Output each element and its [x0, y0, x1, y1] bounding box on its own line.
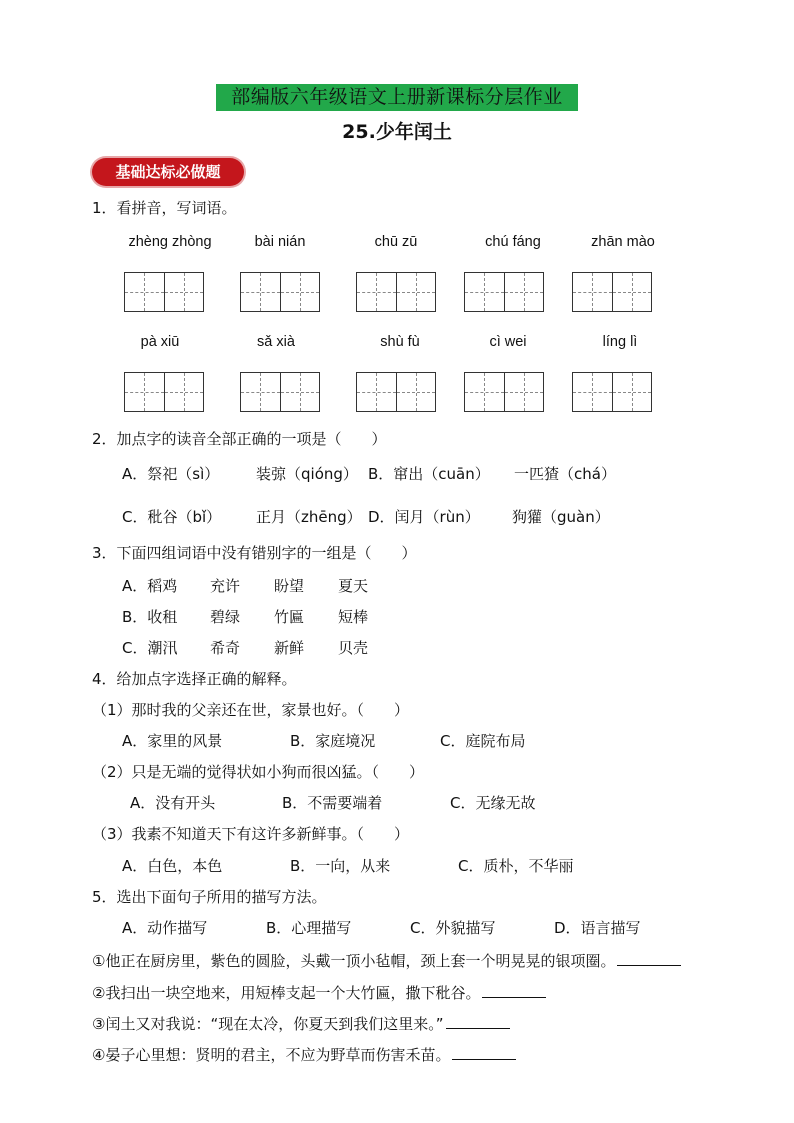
q4-sub1: （1）那时我的父亲还在世，家景也好。（ ）	[92, 701, 410, 719]
q3-word: 竹匾	[274, 608, 305, 626]
q4-sub2-option-a[interactable]: A．没有开头	[130, 794, 216, 812]
q2-option-c[interactable]: C．秕谷（bǐ）	[122, 508, 222, 526]
q3-word: 碧绿	[210, 608, 241, 626]
q5-stem: 5．选出下面句子所用的描写方法。	[92, 888, 327, 906]
q4-sub2: （2）只是无端的觉得状如小狗而很凶猛。（ ）	[92, 763, 425, 781]
sentence-text: ③闰土又对我说：“现在太冷，你夏天到我们这里来。”	[92, 1015, 444, 1033]
tianzige-box[interactable]	[356, 372, 436, 412]
q5-sentence	[92, 981, 546, 1003]
q3-option-c[interactable]: C．潮汛	[122, 639, 178, 657]
pinyin-label: zhān mào	[591, 234, 655, 250]
q4-stem: 4．给加点字选择正确的解释。	[92, 670, 297, 688]
pinyin-label: cì wei	[489, 334, 527, 350]
answer-blank[interactable]	[617, 949, 681, 966]
q5-sentence	[92, 949, 681, 971]
tianzige-box[interactable]	[124, 372, 204, 412]
pinyin-label: bài nián	[254, 234, 306, 250]
q3-word: 充许	[210, 577, 241, 595]
sentence-text: ②我扫出一块空地来，用短棒支起一个大竹匾，撒下秕谷。	[92, 984, 481, 1002]
q4-sub3-option-b[interactable]: B．一向，从来	[290, 857, 391, 875]
q4-sub1-option-a[interactable]: A．家里的风景	[122, 732, 223, 750]
q3-option-a[interactable]: A．稻鸡	[122, 577, 178, 595]
pinyin-label: zhèng zhòng	[128, 234, 212, 250]
q2-option-b[interactable]: B．窜出（cuān）	[368, 465, 490, 483]
q2-option-d-word: 狗獾（guàn）	[512, 508, 610, 526]
answer-blank[interactable]	[452, 1043, 516, 1060]
q3-word: 短棒	[338, 608, 369, 626]
lesson-title: 25.少年闰土	[342, 121, 452, 143]
q5-option-d: D．语言描写	[554, 919, 641, 937]
q2-option-b-word: 一匹猹（chá）	[514, 465, 616, 483]
q2-option-a-word: 装弶（qióng）	[256, 465, 358, 483]
q5-sentence	[92, 1012, 510, 1034]
q5-option-c: C．外貌描写	[410, 919, 496, 937]
q3-word: 夏天	[338, 577, 369, 595]
pinyin-label: chú fáng	[485, 234, 541, 250]
tianzige-box[interactable]	[356, 272, 436, 312]
tianzige-box[interactable]	[464, 272, 544, 312]
q4-sub1-option-b[interactable]: B．家庭境况	[290, 732, 376, 750]
q3-word: 希奇	[210, 639, 241, 657]
tianzige-box[interactable]	[572, 372, 652, 412]
q5-sentence	[92, 1043, 516, 1065]
q4-sub2-option-c[interactable]: C．无缘无故	[450, 794, 536, 812]
pinyin-label: pà xiū	[140, 334, 180, 350]
q5-option-b: B．心理描写	[266, 919, 352, 937]
q3-word: 盼望	[274, 577, 305, 595]
q4-sub3: （3）我素不知道天下有这许多新鲜事。（ ）	[92, 825, 410, 843]
sentence-text: ④晏子心里想：贤明的君主，不应为野草而伤害禾苗。	[92, 1046, 451, 1064]
q4-sub1-option-c[interactable]: C．庭院布局	[440, 732, 526, 750]
pinyin-label: shù fù	[380, 334, 420, 350]
answer-blank[interactable]	[482, 981, 546, 998]
q2-option-d[interactable]: D．闰月（rùn）	[368, 508, 480, 526]
q2-option-a[interactable]: A．祭祀（sì）	[122, 465, 220, 483]
q3-word: 新鲜	[274, 639, 305, 657]
q4-sub3-option-c[interactable]: C．质朴，不华丽	[458, 857, 574, 875]
tianzige-box[interactable]	[240, 272, 320, 312]
q2-stem: 2．加点字的读音全部正确的一项是（ ）	[92, 430, 387, 448]
q4-sub2-option-b[interactable]: B．不需要端着	[282, 794, 383, 812]
q5-option-a: A．动作描写	[122, 919, 208, 937]
sentence-text: ①他正在厨房里，紫色的圆脸，头戴一顶小毡帽，颈上套一个明晃晃的银项圈。	[92, 952, 616, 970]
pinyin-label: líng lì	[602, 334, 638, 350]
q3-word: 贝壳	[338, 639, 369, 657]
q3-option-b[interactable]: B．收租	[122, 608, 178, 626]
q1-stem: 1．看拼音，写词语。	[92, 199, 237, 217]
tianzige-box[interactable]	[240, 372, 320, 412]
answer-blank[interactable]	[446, 1012, 510, 1029]
pinyin-label: chū zū	[374, 234, 418, 250]
tianzige-box[interactable]	[464, 372, 544, 412]
pinyin-label: sǎ xià	[257, 334, 295, 350]
tianzige-box[interactable]	[572, 272, 652, 312]
q4-sub3-option-a[interactable]: A．白色，本色	[122, 857, 223, 875]
section-pill: 基础达标必做题	[92, 158, 244, 186]
worksheet-banner: 部编版六年级语文上册新课标分层作业	[216, 84, 578, 111]
tianzige-box[interactable]	[124, 272, 204, 312]
q3-stem: 3．下面四组词语中没有错别字的一组是（ ）	[92, 544, 417, 562]
q2-option-c-word: 正月（zhēng）	[256, 508, 362, 526]
